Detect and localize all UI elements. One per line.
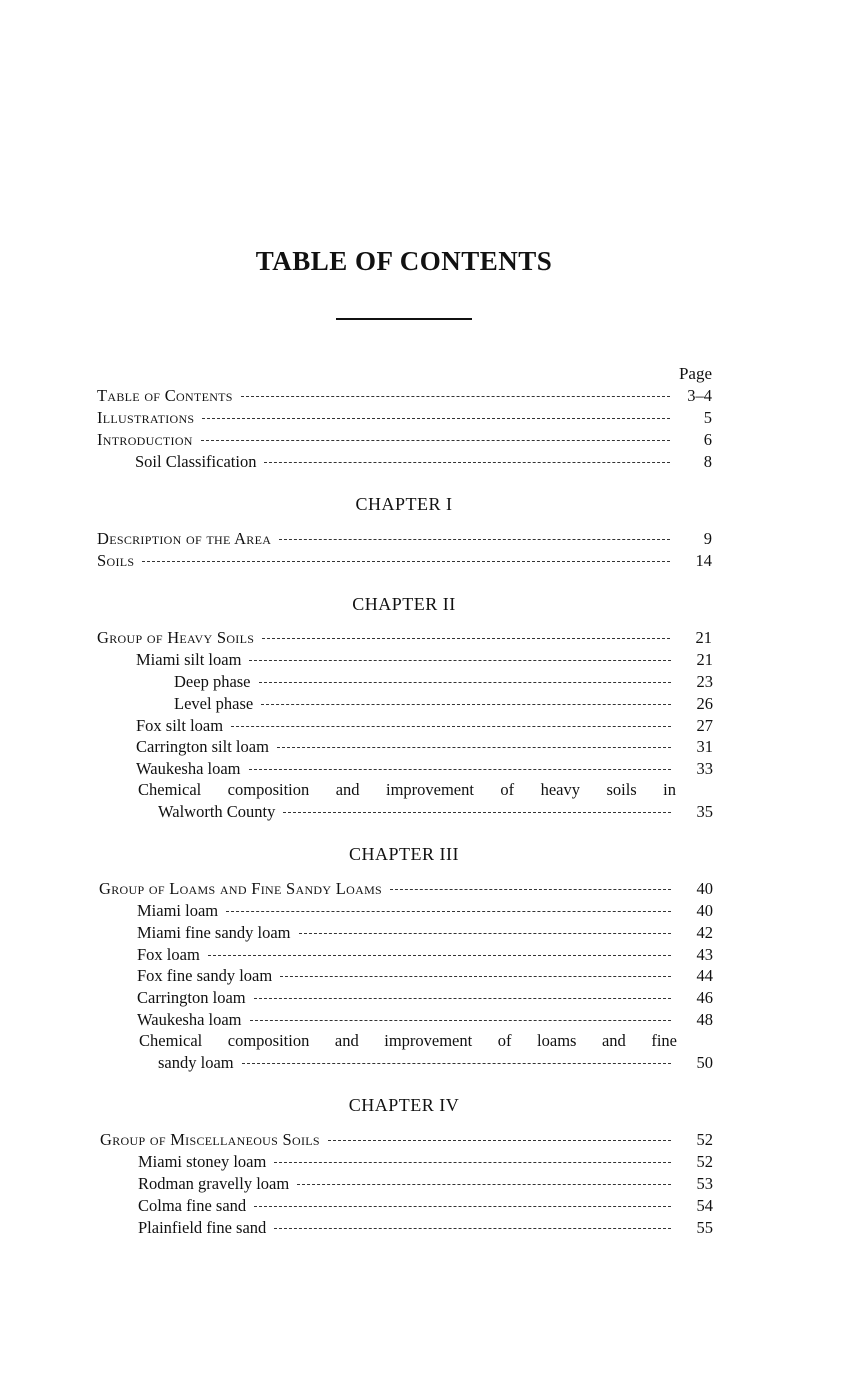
leader-dots — [231, 725, 671, 727]
toc-entry-carrington-silt-loam[interactable] — [136, 737, 713, 759]
leader-dots — [254, 1205, 671, 1207]
toc-entry-page: 55 — [696, 1218, 713, 1237]
toc-entry-fox-loam[interactable] — [137, 945, 713, 967]
leader-dots — [142, 560, 670, 562]
toc-entry-label: Description of the Area — [97, 529, 272, 548]
toc-entry-page: 21 — [695, 628, 712, 647]
toc-entry-colma-fine-sand[interactable] — [138, 1196, 713, 1218]
toc-entry-label: Fox silt loam — [136, 716, 224, 735]
toc-entry-label: Deep phase — [174, 672, 251, 691]
leader-dots — [208, 954, 671, 956]
leader-dots — [279, 538, 670, 540]
toc-entry-page: 50 — [696, 1053, 713, 1072]
toc-entry-page: 21 — [696, 650, 713, 669]
toc-entry-loams-chemical[interactable] — [158, 1053, 713, 1075]
toc-entry-label: Miami loam — [137, 901, 219, 920]
toc-entry-group-heavy-soils[interactable] — [97, 628, 712, 650]
toc-entry-label: Rodman gravelly loam — [138, 1174, 290, 1193]
toc-entry-illustrations[interactable] — [97, 408, 712, 430]
leader-dots — [254, 997, 671, 999]
toc-entry-loams-chemical-line1[interactable]: Chemical composition and improvement of loams and fine — [139, 1031, 677, 1050]
toc-entry-label: Miami fine sandy loam — [137, 923, 291, 942]
toc-entry-deep-phase[interactable] — [174, 672, 713, 694]
leader-dots — [242, 1062, 671, 1064]
toc-entry-label: Group of Loams and Fine Sandy Loams — [99, 879, 383, 898]
toc-entry-miami-fine-sandy-loam[interactable] — [137, 923, 713, 945]
toc-entry-heavy-soils-chemical-line1[interactable]: Chemical composition and improvement of heavy soils in — [138, 780, 676, 799]
toc-entry-label: Fox loam — [137, 945, 200, 964]
chapter-heading-2: CHAPTER II — [352, 594, 456, 614]
leader-dots — [274, 1161, 671, 1163]
toc-entry-label: Group of Heavy Soils — [97, 628, 255, 647]
toc-entry-page: 27 — [696, 716, 713, 735]
toc-entry-page: 43 — [696, 945, 713, 964]
toc-entry-page: 40 — [696, 901, 713, 920]
toc-entry-label: Level phase — [174, 694, 254, 713]
toc-entry-page: 48 — [696, 1010, 713, 1029]
toc-entry-page: 14 — [695, 551, 712, 570]
toc-entry-page: 53 — [696, 1174, 713, 1193]
toc-entry-page: 6 — [703, 430, 712, 449]
toc-entry-label: Waukesha loam — [137, 1010, 242, 1029]
toc-entry-group-loams[interactable] — [99, 879, 713, 901]
toc-entry-miami-silt-loam[interactable] — [136, 650, 713, 672]
toc-entry-label: Waukesha loam — [136, 759, 241, 778]
toc-entry-waukesha-loam[interactable] — [136, 759, 713, 781]
leader-dots — [390, 888, 671, 890]
toc-entry-label: Miami silt loam — [136, 650, 242, 669]
leader-dots — [201, 439, 670, 441]
page-column-heading: Page — [678, 364, 712, 383]
toc-entry-page: 44 — [696, 966, 713, 985]
toc-entry-description-of-area[interactable] — [97, 529, 712, 551]
toc-entry-page: 40 — [696, 879, 713, 898]
toc-entry-page: 33 — [696, 759, 713, 778]
toc-entry-label: sandy loam — [158, 1053, 234, 1072]
title-rule — [336, 318, 472, 320]
toc-entry-label: Group of Miscellaneous Soils — [100, 1130, 320, 1149]
leader-dots — [261, 703, 671, 705]
toc-entry-label: Walworth County — [158, 802, 276, 821]
toc-entry-page: 54 — [696, 1196, 713, 1215]
toc-entry-page: 9 — [703, 529, 712, 548]
leader-dots — [259, 681, 671, 683]
leader-dots — [249, 659, 671, 661]
toc-entry-page: 23 — [696, 672, 713, 691]
toc-entry-page: 26 — [696, 694, 713, 713]
toc-entry-soils[interactable] — [97, 551, 712, 573]
toc-entry-waukesha-loam-2[interactable] — [137, 1010, 713, 1032]
leader-dots — [226, 910, 671, 912]
toc-entry-label: Table of Contents — [97, 386, 233, 405]
leader-dots — [202, 417, 670, 419]
chapter-heading-4: CHAPTER IV — [348, 1095, 460, 1115]
toc-entry-page: 8 — [703, 452, 712, 471]
toc-entry-label: Soil Classification — [135, 452, 257, 471]
leader-dots — [328, 1139, 671, 1141]
leader-dots — [250, 1019, 671, 1021]
toc-entry-plainfield-fine-sand[interactable] — [138, 1218, 713, 1240]
toc-entry-label: Plainfield fine sand — [138, 1218, 267, 1237]
leader-dots — [297, 1183, 671, 1185]
toc-entry-label: Fox fine sandy loam — [137, 966, 273, 985]
toc-entry-page: 5 — [703, 408, 712, 427]
toc-entry-label: Illustrations — [97, 408, 195, 427]
chapter-heading-3: CHAPTER III — [349, 844, 459, 864]
toc-entry-page: 31 — [696, 737, 713, 756]
toc-entry-label: Miami stoney loam — [138, 1152, 267, 1171]
toc-entry-label: Colma fine sand — [138, 1196, 247, 1215]
toc-entry-fox-fine-sandy-loam[interactable] — [137, 966, 713, 988]
toc-entry-heavy-soils-chemical[interactable] — [158, 802, 713, 824]
toc-entry-page: 52 — [696, 1152, 713, 1171]
toc-entry-label: Carrington loam — [137, 988, 246, 1007]
toc-entry-table-of-contents[interactable] — [97, 386, 712, 408]
leader-dots — [249, 768, 671, 770]
toc-entry-soil-classification[interactable] — [135, 452, 712, 474]
toc-entry-page: 3–4 — [687, 386, 712, 405]
toc-entry-label: Carrington silt loam — [136, 737, 269, 756]
leader-dots — [241, 395, 670, 397]
toc-entry-page: 35 — [696, 802, 713, 821]
leader-dots — [299, 932, 671, 934]
leader-dots — [283, 811, 671, 813]
leader-dots — [262, 637, 670, 639]
toc-entry-page: 52 — [696, 1130, 713, 1149]
toc-entry-group-miscellaneous[interactable] — [100, 1130, 713, 1152]
leader-dots — [274, 1227, 671, 1229]
toc-entry-page: 46 — [696, 988, 713, 1007]
toc-entry-rodman-gravelly-loam[interactable] — [138, 1174, 713, 1196]
toc-entry-fox-silt-loam[interactable] — [136, 716, 713, 738]
chapter-heading-1: CHAPTER I — [355, 494, 453, 514]
toc-entry-carrington-loam[interactable] — [137, 988, 713, 1010]
toc-entry-miami-loam[interactable] — [137, 901, 713, 923]
toc-entry-label: Soils — [97, 551, 135, 570]
toc-entry-label: Introduction — [97, 430, 193, 449]
toc-entry-page: 42 — [696, 923, 713, 942]
page-title: TABLE OF CONTENTS — [255, 246, 553, 276]
leader-dots — [264, 461, 670, 463]
toc-entry-introduction[interactable] — [97, 430, 712, 452]
leader-dots — [277, 746, 671, 748]
toc-entry-miami-stoney-loam[interactable] — [138, 1152, 713, 1174]
toc-entry-level-phase[interactable] — [174, 694, 713, 716]
leader-dots — [280, 975, 671, 977]
